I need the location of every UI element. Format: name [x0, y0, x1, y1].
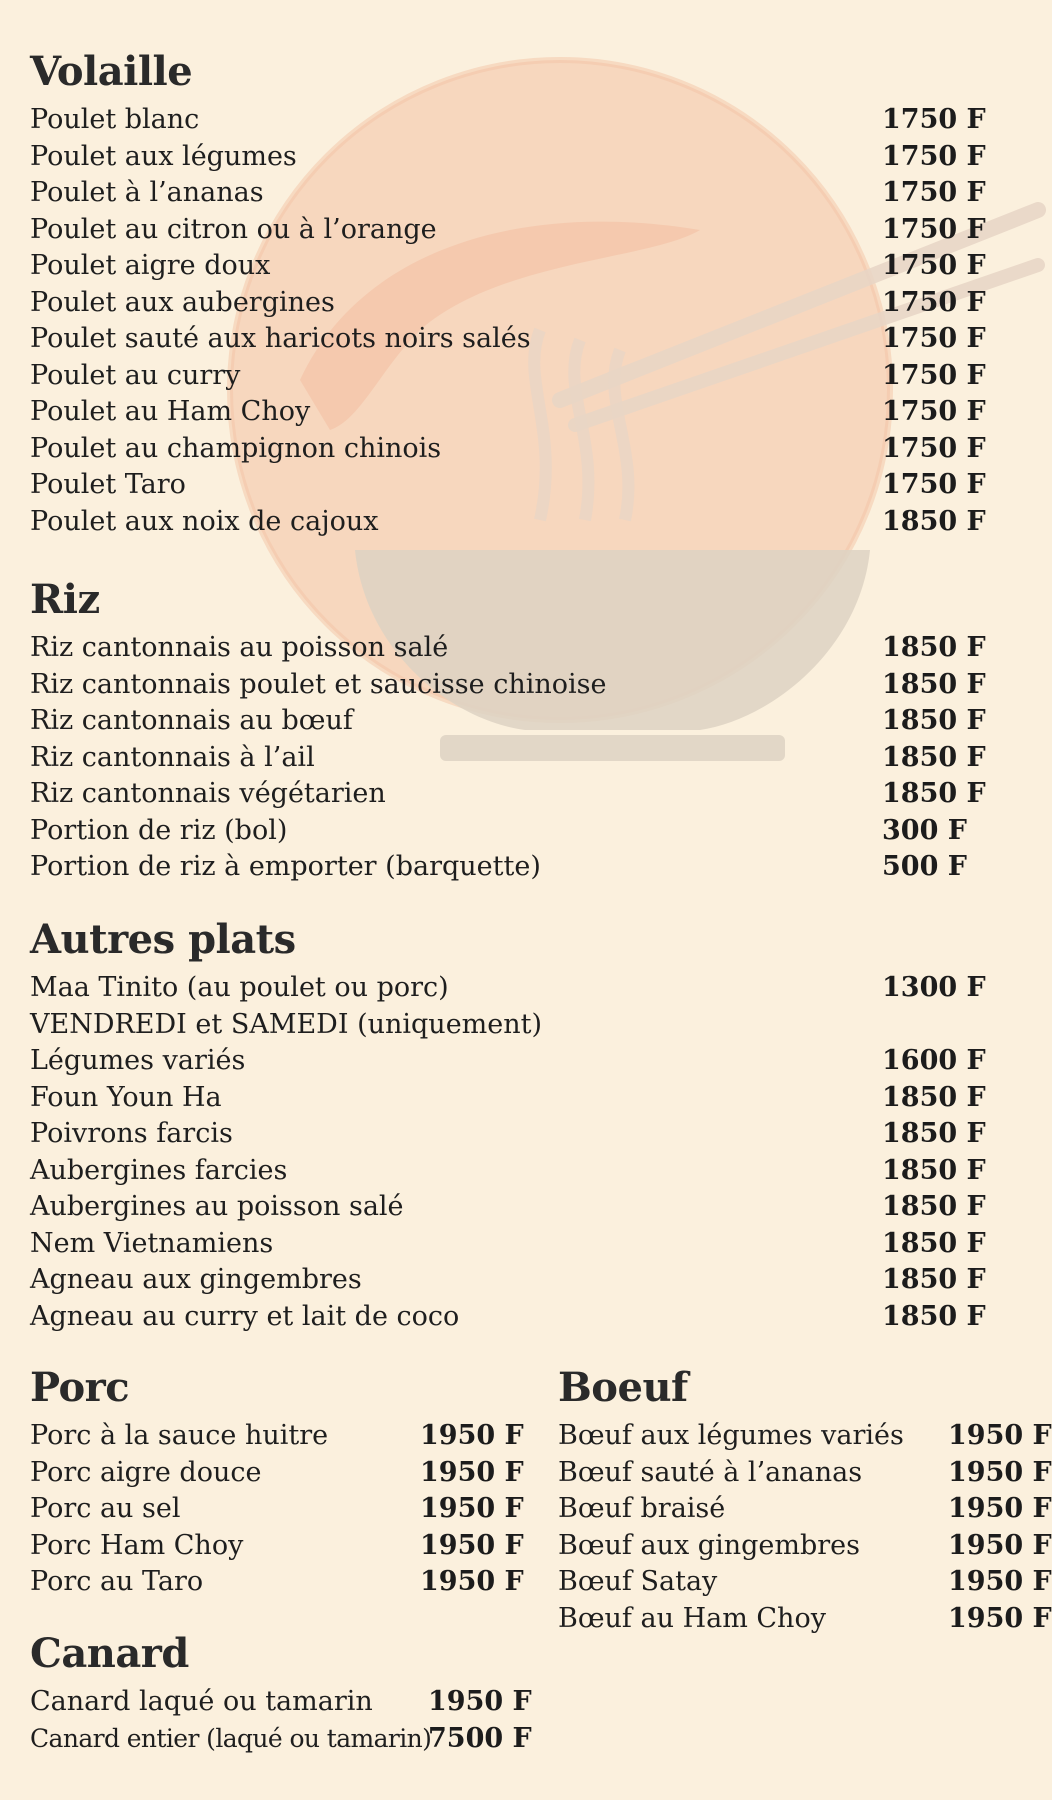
item-name: Agneau aux gingembres	[30, 1264, 362, 1295]
item-price: 1850 F	[882, 1300, 986, 1332]
item-name: Portion de riz à emporter (barquette)	[30, 851, 541, 882]
section-title-porc: Porc	[30, 1364, 130, 1411]
menu-item	[30, 703, 1030, 740]
section-title-riz: Riz	[30, 576, 100, 623]
menu-item	[30, 248, 1030, 285]
item-price: 1850 F	[882, 632, 986, 663]
item-price: 1750 F	[882, 323, 986, 354]
item-name: Poulet au Ham Choy	[30, 396, 311, 427]
item-name: Aubergines farcies	[30, 1154, 288, 1186]
menu-item	[30, 1491, 550, 1528]
item-name: Riz cantonnais au bœuf	[30, 705, 353, 736]
menu-item	[30, 139, 1030, 176]
item-price: 1950 F	[420, 1456, 524, 1488]
item-name: Poulet sauté aux haricots noirs salés	[30, 323, 531, 354]
menu-item	[30, 970, 1030, 1007]
item-price: 1850 F	[882, 741, 986, 773]
menu-item	[558, 1601, 1052, 1638]
menu-item	[30, 1418, 550, 1455]
menu-item	[558, 1418, 1052, 1455]
item-name: Agneau au curry et lait de coco	[30, 1300, 460, 1332]
item-price: 1750 F	[882, 359, 986, 391]
item-price: 300 F	[882, 814, 967, 846]
item-price: 1850 F	[882, 1154, 986, 1186]
menu-item-note	[30, 1007, 1030, 1044]
menu-item	[30, 1299, 1030, 1336]
section-boeuf	[558, 1362, 1052, 1637]
item-name: Poulet à l’ananas	[30, 177, 264, 208]
item-price: 1850 F	[882, 505, 986, 537]
menu-item	[30, 358, 1030, 395]
item-name: Canard entier (laqué ou tamarin)	[30, 1723, 432, 1753]
item-price: 1950 F	[948, 1420, 1052, 1451]
menu-item	[30, 285, 1030, 322]
menu-item	[30, 1721, 550, 1758]
item-name: Poulet blanc	[30, 104, 200, 135]
item-name: Bœuf sauté à l’ananas	[558, 1456, 863, 1488]
menu-item	[30, 504, 1030, 541]
item-name: Porc Ham Choy	[30, 1529, 244, 1561]
item-name: Porc au Taro	[30, 1566, 204, 1597]
menu-item	[30, 630, 1030, 667]
item-name: Maa Tinito (au poulet ou porc)	[30, 972, 449, 1003]
menu-item	[30, 102, 1030, 139]
item-name: Poulet au curry	[30, 359, 241, 391]
item-name: Portion de riz (bol)	[30, 814, 288, 846]
menu-item	[558, 1528, 1052, 1565]
item-price: 1950 F	[948, 1493, 1052, 1524]
menu-item	[558, 1491, 1052, 1528]
item-price: 1950 F	[420, 1566, 524, 1597]
menu-item	[30, 1189, 1030, 1226]
item-name: Poulet aigre doux	[30, 250, 271, 281]
item-price: 7500 F	[428, 1722, 532, 1754]
item-name: Aubergines au poisson salé	[30, 1191, 404, 1222]
menu-item	[30, 175, 1030, 212]
menu-item	[30, 467, 1030, 504]
item-name: Riz cantonnais au poisson salé	[30, 632, 449, 663]
item-name: Porc à la sauce huitre	[30, 1420, 329, 1451]
section-volaille	[30, 46, 1030, 540]
item-price: 1750 F	[882, 396, 986, 427]
item-name: Bœuf Satay	[558, 1566, 718, 1597]
item-name: Bœuf au Ham Choy	[558, 1602, 826, 1634]
item-price: 1750 F	[882, 469, 986, 500]
menu-item	[30, 813, 1030, 850]
section-title-autres-plats: Autres plats	[30, 916, 296, 963]
section-title-volaille: Volaille	[30, 48, 193, 95]
item-price: 1300 F	[882, 972, 986, 1003]
item-name: Poulet au citron ou à l’orange	[30, 213, 437, 245]
item-price: 1850 F	[882, 1118, 986, 1149]
item-name: Poulet aux aubergines	[30, 286, 335, 318]
item-price: 1850 F	[882, 1264, 986, 1295]
menu-item	[30, 1080, 1030, 1117]
item-price: 1850 F	[882, 1081, 986, 1113]
item-price: 1950 F	[948, 1602, 1052, 1634]
item-price: 1850 F	[882, 668, 986, 700]
item-name: Nem Vietnamiens	[30, 1227, 274, 1259]
item-price: 1950 F	[420, 1529, 524, 1561]
item-name: Foun Youn Ha	[30, 1081, 222, 1113]
item-price: 1850 F	[882, 778, 986, 809]
item-price: 1950 F	[948, 1456, 1052, 1488]
item-name: Poulet aux légumes	[30, 140, 297, 172]
menu-item	[30, 1043, 1030, 1080]
section-canard	[30, 1628, 550, 1757]
item-name: Poulet aux noix de cajoux	[30, 505, 379, 537]
menu-item	[30, 394, 1030, 431]
item-name: Bœuf braisé	[558, 1493, 726, 1524]
item-price: 1750 F	[882, 286, 986, 318]
section-autres-plats	[30, 914, 1030, 1335]
item-price: 1850 F	[882, 1191, 986, 1222]
section-title-canard: Canard	[30, 1630, 189, 1677]
item-name: Riz cantonnais à l’ail	[30, 741, 315, 773]
item-name: Canard laqué ou tamarin	[30, 1686, 373, 1717]
item-price: 1850 F	[882, 705, 986, 736]
menu-item	[30, 212, 1030, 249]
item-price: 1950 F	[428, 1686, 532, 1717]
menu-item	[30, 849, 1030, 886]
menu-item	[30, 1116, 1030, 1153]
menu-item	[30, 321, 1030, 358]
item-price: 1750 F	[882, 140, 986, 172]
section-title-boeuf: Boeuf	[558, 1364, 688, 1411]
menu-item	[30, 1684, 550, 1721]
menu-item	[30, 740, 1030, 777]
menu-item	[30, 1528, 550, 1565]
menu-item	[558, 1455, 1052, 1492]
item-name: Légumes variés	[30, 1045, 246, 1076]
menu-item	[30, 1262, 1030, 1299]
item-name: Poulet au champignon chinois	[30, 432, 442, 464]
item-name: Porc au sel	[30, 1493, 181, 1524]
item-price: 1750 F	[882, 177, 986, 208]
item-price: 1850 F	[882, 1227, 986, 1259]
item-note: VENDREDI et SAMEDI (uniquement)	[30, 1008, 543, 1040]
item-price: 1750 F	[882, 432, 986, 464]
menu-item	[30, 1564, 550, 1601]
item-price: 1950 F	[948, 1529, 1052, 1561]
menu-item	[30, 1455, 550, 1492]
item-price: 1750 F	[882, 250, 986, 281]
item-price: 1950 F	[420, 1493, 524, 1524]
section-riz	[30, 574, 1030, 886]
item-name: Bœuf aux gingembres	[558, 1529, 860, 1561]
menu-item	[30, 431, 1030, 468]
menu-item	[30, 667, 1030, 704]
menu-item	[30, 1226, 1030, 1263]
item-name: Porc aigre douce	[30, 1456, 262, 1488]
section-porc	[30, 1362, 550, 1601]
item-price: 500 F	[882, 851, 967, 882]
item-price: 1600 F	[882, 1045, 986, 1076]
item-name: Poivrons farcis	[30, 1118, 233, 1149]
item-price: 1950 F	[948, 1566, 1052, 1597]
item-name: Bœuf aux légumes variés	[558, 1420, 904, 1451]
menu-item	[558, 1564, 1052, 1601]
item-price: 1750 F	[882, 104, 986, 135]
menu-item	[30, 776, 1030, 813]
menu-item	[30, 1153, 1030, 1190]
item-price: 1750 F	[882, 213, 986, 245]
item-name: Riz cantonnais végétarien	[30, 778, 386, 809]
item-price: 1950 F	[420, 1420, 524, 1451]
item-name: Riz cantonnais poulet et saucisse chinoise	[30, 668, 607, 700]
item-name: Poulet Taro	[30, 469, 186, 500]
